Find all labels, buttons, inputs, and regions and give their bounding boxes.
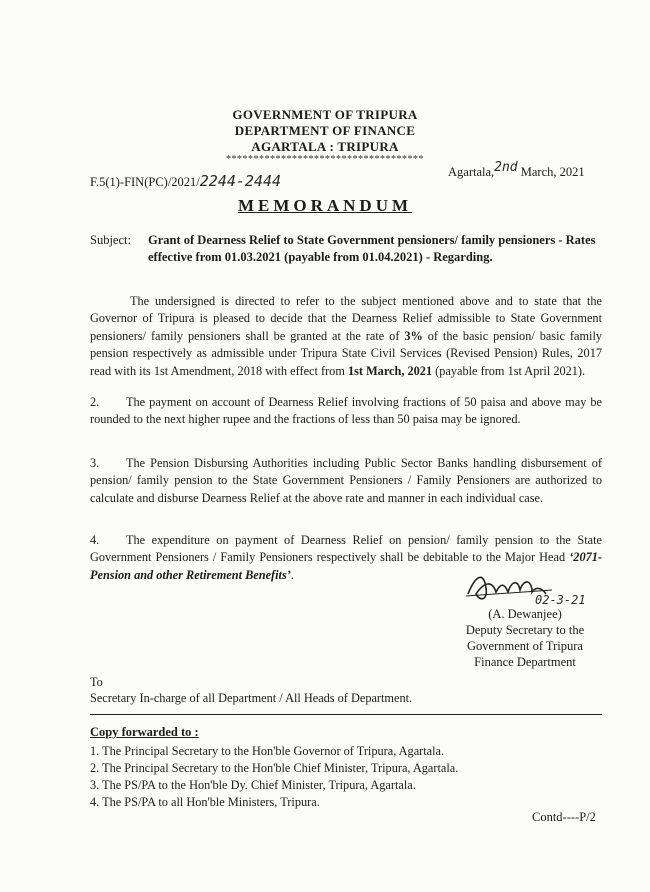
paragraph-1: The undersigned is directed to refer to the subject mentioned above and to state that the Governor of Tripura is pleased to decide that the Dearness Relief admissible to State Government pensioners/ family pensioners shall be granted at the rate of 3% of the basic pension/ basic family pension respectively as admissible under Tripura State Civil Services (Revised Pension) Rules, 2017 read with its 1st Amendment, 2018 with effect from 1st March, 2021 (payable from 1st April 2021).	[90, 294, 603, 378]
signature-date: 02-3-21	[535, 593, 586, 607]
file-number-handwritten: 2244-2444	[199, 172, 282, 190]
signatory-organization: Government of Tripura	[467, 639, 583, 653]
signatory-department: Finance Department	[474, 655, 576, 669]
memo-date	[448, 160, 585, 180]
copy-item: 4. The PS/PA to all Hon'ble Ministers, Tripura.	[90, 795, 320, 809]
divider	[90, 714, 602, 715]
date-day-handwritten: 2nd	[494, 160, 518, 175]
file-number	[90, 172, 281, 190]
header-stars: ************************************	[226, 154, 424, 165]
paragraph-4: 4. The expenditure on payment of Dearness Relief on pension/ family pension to the State Government Pensioners / Family Pensioners respectively shall be debitable to the Major Head ‘2071-Pension and other Retirement Benefits’.	[90, 533, 602, 582]
paragraph-3: 3. The Pension Disbursing Authorities including Public Sector Banks handling disbursement of pension/ family pension to the State Government Pensioners / Family Pensioners are authorized to calculate and disburse Dearness Relief at the above rate and manner in each individual case.	[90, 456, 602, 505]
addressee-line: Secretary In-charge of all Department / All Heads of Department.	[90, 691, 413, 705]
major-head: ‘2071-Pension and other Retirement Benefits’	[90, 550, 602, 582]
subject-label: Subject:	[90, 233, 131, 247]
memo-title: MEMORANDUM	[237, 196, 413, 215]
to-label: To	[90, 675, 103, 689]
copy-forwarded-heading: Copy forwarded to :	[90, 725, 199, 739]
effective-date: 1st March, 2021	[347, 363, 433, 378]
copy-item: 1. The Principal Secretary to the Hon'ble Governor of Tripura, Agartala.	[90, 744, 445, 758]
subject-text: Grant of Dearness Relief to State Government pensioners/ family pensioners - Rates effective from 01.03.2021 (payable from 01.04.2021) - Regarding.	[148, 233, 596, 264]
date-place: Agartala,	[448, 165, 495, 179]
copy-item: 2. The Principal Secretary to the Hon'ble Chief Minister, Tripura, Agartala.	[90, 761, 459, 775]
header-government: GOVERNMENT OF TRIPURA	[232, 107, 418, 122]
file-number-printed: F.5(1)-FIN(PC)/2021/	[90, 175, 200, 189]
header-department: DEPARTMENT OF FINANCE	[234, 123, 416, 138]
copy-item: 3. The PS/PA to the Hon'ble Dy. Chief Minister, Tripura, Agartala.	[90, 778, 416, 792]
signatory-name: (A. Dewanjee)	[488, 607, 562, 621]
header-location: AGARTALA : TRIPURA	[251, 139, 399, 154]
signatory-designation: Deputy Secretary to the	[465, 623, 585, 637]
paragraph-2: 2. The payment on account of Dearness Relief involving fractions of 50 paisa and above may be rounded to the next higher rupee and the fractions of less than 50 paisa may be ignored.	[90, 395, 602, 427]
continued-note: Contd----P/2	[532, 810, 596, 824]
date-month-year: March, 2021	[520, 165, 585, 179]
da-rate: 3%	[404, 328, 423, 343]
